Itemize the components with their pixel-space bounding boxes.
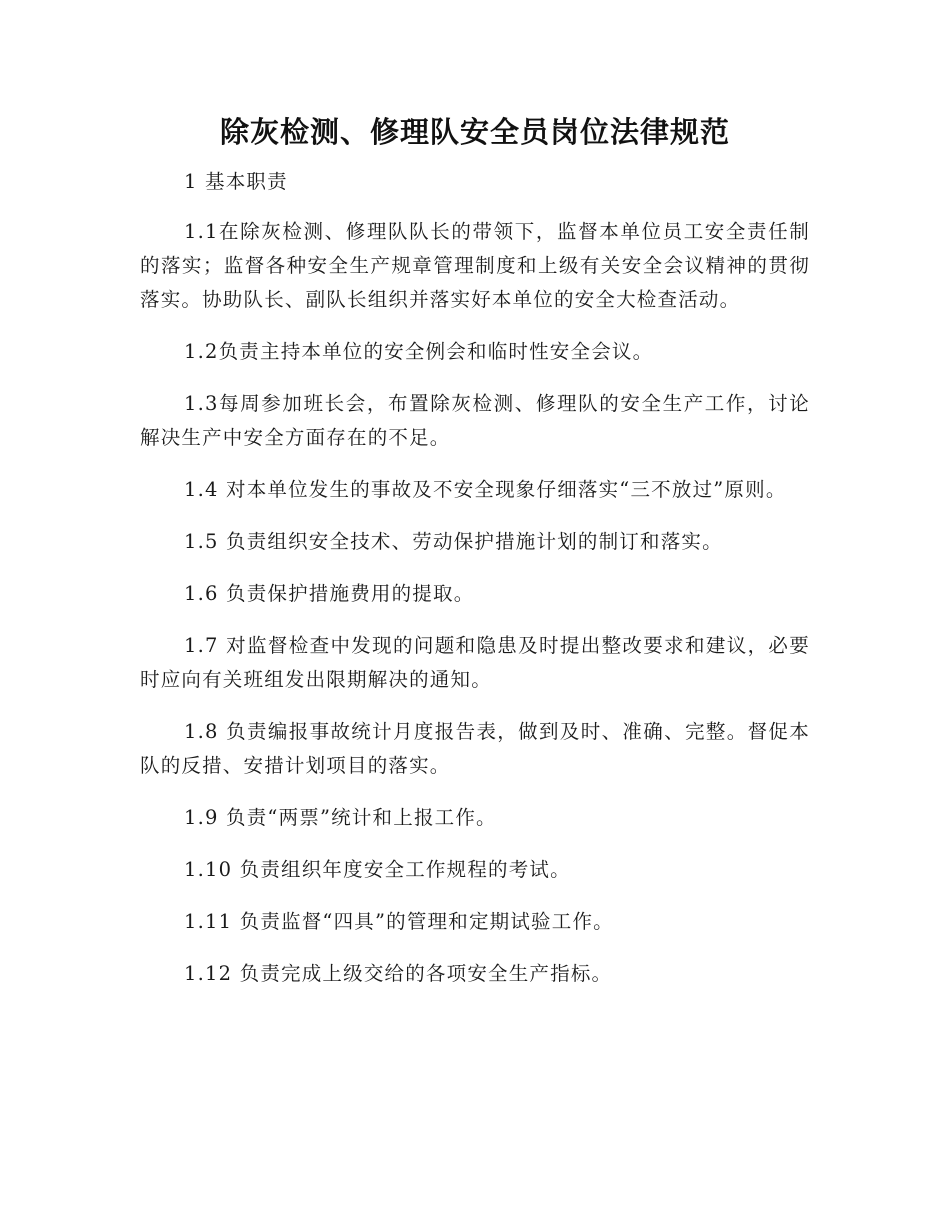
document-body [140,165,810,1009]
paragraph-1-12: 1.12 负责完成上级交给的各项安全生产指标。 [184,962,613,985]
paragraph-1-2: 1.2负责主持本单位的安全例会和临时性安全会议。 [184,340,654,363]
paragraph-1-8: 1.8 负责编报事故统计月度报告表，做到及时、准确、完整。督促本队的反措、安措计划项目的落实。 [140,720,810,777]
paragraph-1-9: 1.9 负责“两票”统计和上报工作。 [184,806,497,829]
paragraph-1-11: 1.11 负责监督“四具”的管理和定期试验工作。 [184,910,614,933]
paragraph-1-1: 1.1在除灰检测、修理队队长的带领下，监督本单位员工安全责任制的落实；监督各种安全生产规章管理制度和上级有关安全会议精神的贯彻落实。协助队长、副队长组织并落实好本单位的安全大检查活动。 [140,220,810,311]
paragraph-1-3: 1.3每周参加班长会，布置除灰检测、修理队的安全生产工作，讨论解决生产中安全方面存在的不足。 [140,392,810,449]
section-heading: 1 基本职责 [184,170,288,193]
paragraph-1-10: 1.10 负责组织年度安全工作规程的考试。 [184,858,571,881]
paragraph-1-7: 1.7 对监督检查中发现的问题和隐患及时提出整改要求和建议，必要时应向有关班组发出限期解决的通知。 [140,634,810,691]
document-title: 除灰检测、修理队安全员岗位法律规范 [219,115,730,149]
paragraph-1-4: 1.4 对本单位发生的事故及不安全现象仔细落实“三不放过”原则。 [184,478,787,501]
paragraph-1-5: 1.5 负责组织安全技术、劳动保护措施计划的制订和落实。 [184,530,723,553]
paragraph-1-6: 1.6 负责保护措施费用的提取。 [184,582,475,605]
